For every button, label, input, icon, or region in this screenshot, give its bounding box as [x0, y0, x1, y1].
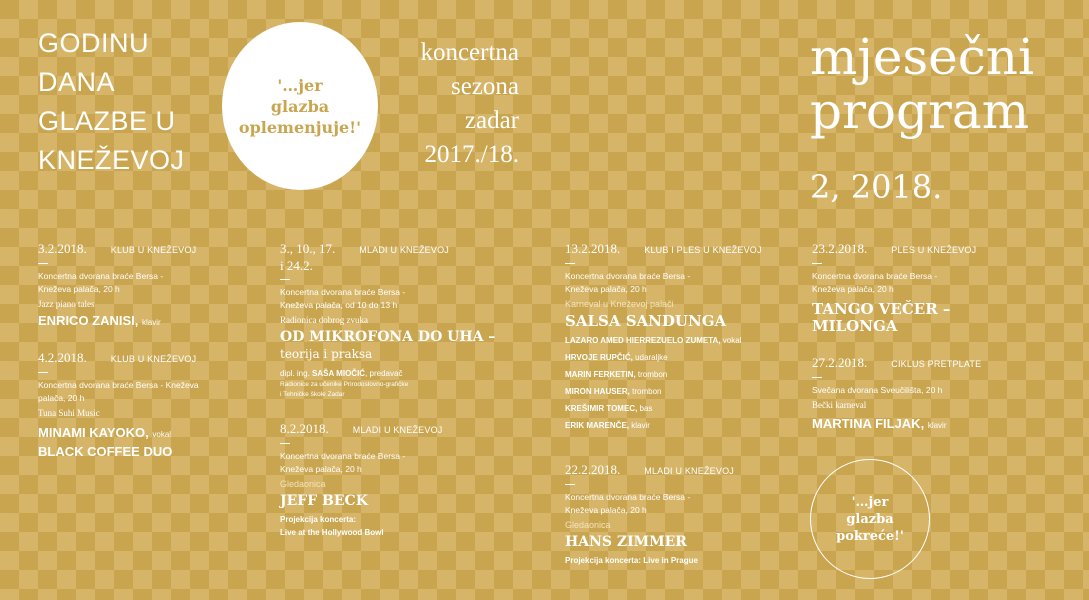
- event-category: KLUB U KNEŽEVOJ: [110, 245, 197, 255]
- event-enrico-zanisi: [38, 240, 238, 328]
- event-description: Live at the Hollywood Bowl: [280, 528, 384, 537]
- event-subtitle: Jazz piano tales: [38, 299, 95, 309]
- event-venue: Kneževa palača, 20 h: [565, 505, 647, 515]
- program-title: [810, 30, 1034, 138]
- event-salsa-sandunga: [565, 240, 785, 434]
- event-venue: Koncertna dvorana braće Bersa -: [280, 451, 406, 461]
- event-venue: Koncertna dvorana braće Bersa -: [812, 271, 938, 281]
- band-member: ERIK MARENČE, klavir: [565, 421, 650, 430]
- motto-line: '…jer: [277, 75, 323, 95]
- event-minami-kayoko: [38, 349, 238, 459]
- season-title-line: koncertna: [420, 39, 519, 66]
- series-title: [38, 24, 185, 180]
- divider: [38, 263, 48, 264]
- event-jeff-beck: [280, 420, 500, 539]
- event-venue: Kneževa palača, 20 h: [38, 284, 120, 294]
- event-date: 3., 10., 17.: [280, 241, 336, 256]
- event-description: Projekcija koncerta: Live in Prague: [565, 556, 698, 565]
- event-performer: BLACK COFFEE DUO: [38, 444, 173, 459]
- event-od-mikrofona: [280, 240, 500, 400]
- event-venue: Kneževa palača, 20 h: [812, 284, 894, 294]
- band-member: HRVOJE RUPČIĆ, udaraljke: [565, 353, 668, 362]
- event-category: MLADI U KNEŽEVOJ: [359, 245, 449, 255]
- event-category: PLES U KNEŽEVOJ: [891, 245, 977, 255]
- series-title-line: GLAZBE U: [38, 106, 176, 136]
- divider: [812, 377, 822, 378]
- motto-circle-top: [222, 22, 378, 190]
- program-title-line: program: [810, 82, 1030, 140]
- event-title: TANGO VEČER –: [812, 300, 951, 318]
- divider: [280, 443, 290, 444]
- divider: [565, 263, 575, 264]
- event-venue: Koncertna dvorana braće Bersa -: [565, 271, 691, 281]
- season-title-line: 2017./18.: [424, 141, 519, 168]
- divider: [812, 263, 822, 264]
- event-performer: ENRICO ZANISI, klavir: [38, 313, 161, 328]
- event-venue: Koncertna dvorana braće Bersa - Kneževa: [38, 380, 199, 390]
- event-performer: MARTINA FILJAK, klavir: [812, 416, 947, 431]
- event-subtitle: Tuna Suhi Music: [38, 408, 100, 418]
- event-venue: Kneževa palača, 20 h: [565, 284, 647, 294]
- program-title-line: mjesečni: [810, 28, 1034, 86]
- event-category: MLADI U KNEŽEVOJ: [644, 466, 734, 476]
- event-date: 22.2.2018.: [565, 462, 621, 477]
- event-category: MLADI U KNEŽEVOJ: [352, 425, 443, 435]
- band-member: MARIN FERKETIN, trombon: [565, 370, 668, 379]
- season-title-line: zadar: [464, 107, 519, 134]
- event-lecturer: dipl. ing. SAŠA MIOČIĆ, predavač: [280, 369, 403, 378]
- event-date: 3.2.2018.: [38, 241, 87, 256]
- event-date: i 24.2.: [280, 258, 313, 273]
- event-category: CIKLUS PRETPLATE: [891, 359, 982, 369]
- event-subtitle: Gledaonica: [280, 479, 326, 489]
- divider: [565, 484, 575, 485]
- motto-circle-bottom: [810, 459, 930, 579]
- divider: [280, 279, 290, 280]
- band-member: MIRON HAUSER, trombon: [565, 387, 662, 396]
- event-date: 23.2.2018.: [812, 241, 868, 256]
- event-venue: palača, 20 h: [38, 393, 85, 403]
- event-subtitle: Bečki karneval: [812, 400, 867, 410]
- event-title: MILONGA: [812, 317, 898, 335]
- event-title: JEFF BECK: [280, 493, 368, 509]
- event-tango-vecer: [812, 240, 1052, 335]
- motto-line: pokreće!': [836, 528, 904, 544]
- series-title-line: GODINU: [38, 28, 149, 58]
- event-note: i Tehničke škole Zadar: [280, 391, 345, 398]
- event-subtitle: Gledaonica: [565, 520, 611, 530]
- event-date: 8.2.2018.: [280, 421, 329, 436]
- band-member: LAZARO AMED HIERREZUELO ZUMETA, vokal: [565, 336, 742, 345]
- motto-line: glazba: [846, 511, 894, 527]
- motto-line: oplemenjuje!': [238, 117, 362, 137]
- event-date: 27.2.2018.: [812, 355, 868, 370]
- event-venue: Kneževa palača, 20 h: [280, 464, 362, 474]
- divider: [38, 372, 48, 373]
- event-title: HANS ZIMMER: [565, 534, 687, 550]
- motto-line: glazba: [270, 96, 330, 116]
- series-title-line: KNEŽEVOJ: [38, 145, 185, 175]
- event-title: OD MIKROFONA DO UHA –: [280, 329, 496, 345]
- event-date: 4.2.2018.: [38, 350, 87, 365]
- event-hans-zimmer: [565, 461, 785, 567]
- event-venue: Svečana dvorana Sveučilišta, 20 h: [812, 385, 943, 395]
- program-month: 2, 2018.: [810, 168, 943, 206]
- band-member: KREŠIMIR TOMEC, bas: [565, 404, 653, 413]
- series-title-line: DANA: [38, 67, 116, 97]
- event-venue: Koncertna dvorana braće Bersa -: [38, 271, 164, 281]
- event-subtitle: Radionica dobrog zvuka: [280, 315, 368, 325]
- motto-line: '…jer: [851, 494, 889, 510]
- event-subtitle: Karneval u Kneževoj palači: [565, 299, 674, 309]
- event-venue: Koncertna dvorana braće Bersa -: [280, 287, 406, 297]
- event-category: KLUB U KNEŽEVOJ: [110, 354, 197, 364]
- season-title: [420, 36, 519, 172]
- event-venue: Koncertna dvorana braće Bersa -: [565, 492, 691, 502]
- event-note: Radionice za učenike Prirodoslovno-grafičke: [280, 381, 409, 388]
- event-title: SALSA SANDUNGA: [565, 312, 727, 330]
- event-date: 13.2.2018.: [565, 241, 621, 256]
- event-description: Projekcija koncerta:: [280, 515, 357, 524]
- event-title: teorija i praksa: [280, 347, 373, 361]
- event-category: KLUB I PLES U KNEŽEVOJ: [644, 245, 762, 255]
- event-martina-filjak: [812, 354, 1052, 431]
- event-performer: MINAMI KAYOKO, vokal: [38, 425, 172, 440]
- event-venue: Kneževa palača, od 10 do 13 h: [280, 300, 398, 310]
- season-title-line: sezona: [450, 73, 519, 100]
